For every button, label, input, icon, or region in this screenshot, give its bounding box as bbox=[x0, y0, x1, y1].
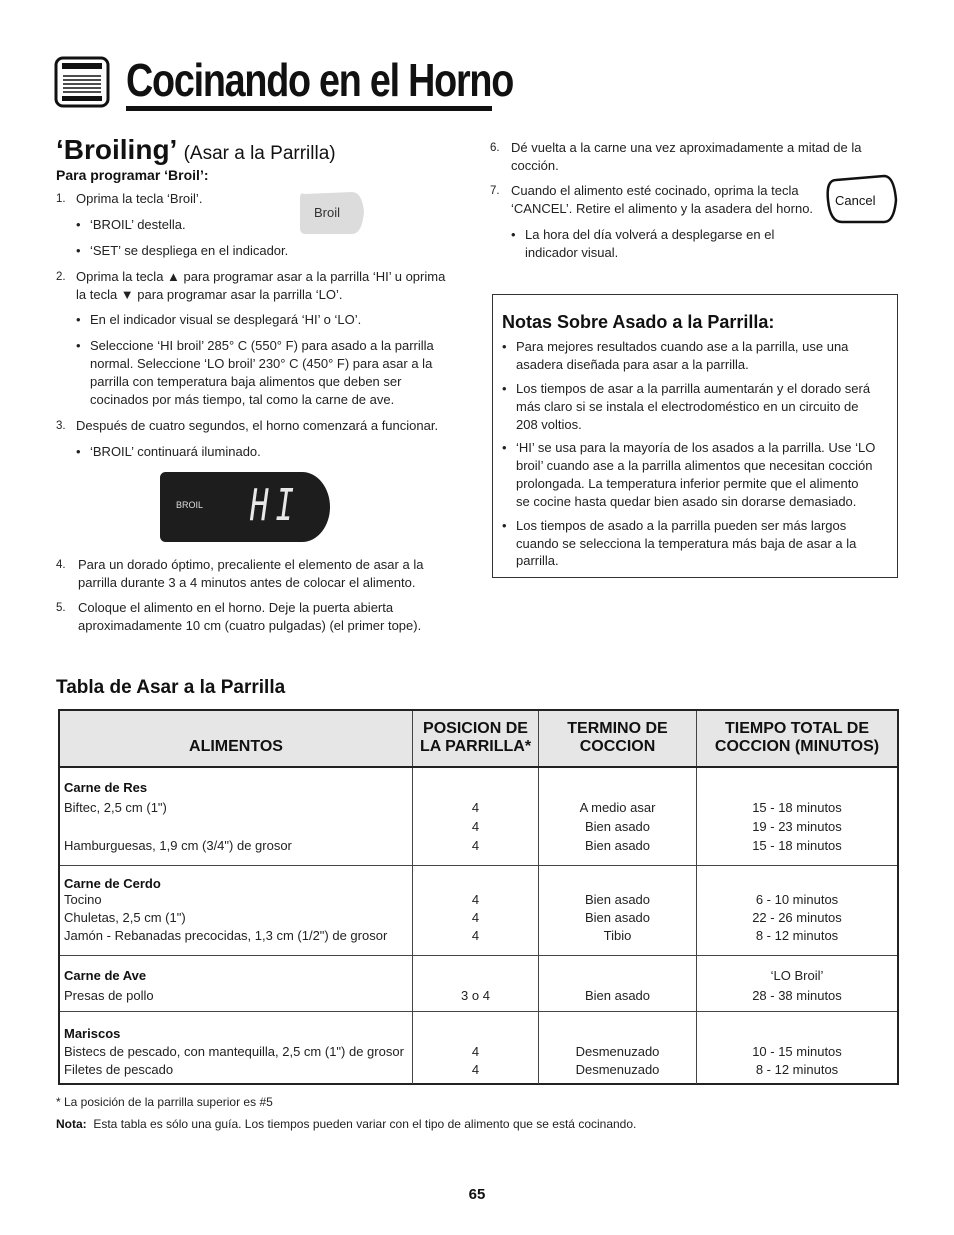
time-cell: 8 - 12 minutos bbox=[755, 928, 839, 943]
section-subtitle: (Asar a la Parrilla) bbox=[183, 143, 336, 164]
step-number: 7. bbox=[490, 185, 500, 197]
rack-cell: 4 bbox=[471, 819, 480, 834]
bullet-dot: • bbox=[76, 243, 81, 258]
notes-item: parrilla. bbox=[516, 553, 559, 568]
doneness-cell: Desmenuzado bbox=[575, 1044, 660, 1059]
broil-key-label: Broil bbox=[314, 205, 341, 220]
rack-cell: 4 bbox=[471, 928, 480, 943]
time-note-cell: ‘LO Broil’ bbox=[770, 968, 824, 983]
step-text: Después de cuatro segundos, el horno comenzará a funcionar. bbox=[76, 418, 439, 433]
bullet-dot: • bbox=[502, 440, 507, 455]
step-text: la tecla ▼ para programar asar la parrilla ‘LO’. bbox=[76, 287, 343, 302]
step-number: 3. bbox=[56, 420, 66, 432]
step-bullet: ‘SET’ se despliega en el indicador. bbox=[90, 243, 289, 258]
step-bullet: indicador visual. bbox=[525, 245, 619, 260]
broil-key-button[interactable] bbox=[296, 188, 366, 238]
time-cell: 10 - 15 minutos bbox=[752, 1044, 842, 1059]
header-divider bbox=[60, 766, 897, 768]
page-title: Cocinando en el Horno bbox=[126, 54, 514, 106]
row-divider bbox=[60, 955, 897, 956]
doneness-cell: Desmenuzado bbox=[575, 1062, 660, 1077]
step-text: ‘CANCEL’. Retire el alimento y la asadera del horno. bbox=[511, 201, 814, 216]
group-name: Carne de Ave bbox=[64, 968, 147, 983]
display-label: BROIL bbox=[176, 500, 204, 510]
step-text: parrilla durante 3 a 4 minutos antes de colocar el alimento. bbox=[78, 575, 416, 590]
step-number: 6. bbox=[490, 142, 500, 154]
table-note bbox=[56, 1117, 636, 1131]
step-bullet: cocinados por más tiempo, tal como la carne de ave. bbox=[90, 392, 395, 407]
step-bullet: ‘BROIL’ continuará iluminado. bbox=[90, 444, 261, 459]
food-cell: Biftec, 2,5 cm (1") bbox=[64, 800, 167, 815]
bullet-dot: • bbox=[76, 444, 81, 459]
step-text: Oprima la tecla ▲ para programar asar a la parrilla ‘HI’ u oprima bbox=[76, 269, 446, 284]
step-bullet: normal. Seleccione ‘LO broil’ 230° C (450° F) para asar a la bbox=[90, 356, 433, 371]
doneness-cell: Bien asado bbox=[584, 910, 651, 925]
food-cell: Jamón - Rebanadas precocidas, 1,3 cm (1/2") de grosor bbox=[64, 928, 388, 943]
rack-cell: 4 bbox=[471, 892, 480, 907]
rack-cell: 4 bbox=[471, 800, 480, 815]
section-title-main: ‘Broiling’ bbox=[56, 134, 176, 165]
row-divider bbox=[60, 1011, 897, 1012]
page-number: 65 bbox=[468, 1186, 486, 1203]
notes-item: 208 voltios. bbox=[516, 417, 582, 432]
table-title: Tabla de Asar a la Parrilla bbox=[56, 677, 286, 698]
notes-title: Notas Sobre Asado a la Parrilla: bbox=[502, 312, 775, 332]
bullet-dot: • bbox=[511, 227, 516, 242]
step-text: aproximadamente 10 cm (cuatro pulgadas) (el primer tope). bbox=[78, 618, 422, 633]
bullet-dot: • bbox=[502, 518, 507, 533]
step-text: cocción. bbox=[511, 158, 559, 173]
cancel-key-button[interactable] bbox=[824, 174, 898, 226]
food-cell: Chuletas, 2,5 cm (1") bbox=[64, 910, 186, 925]
step-number: 1. bbox=[56, 193, 66, 205]
time-cell: 15 - 18 minutos bbox=[752, 838, 842, 853]
col-header-time-line: TIEMPO TOTAL DE bbox=[724, 720, 869, 737]
doneness-cell: Bien asado bbox=[584, 838, 651, 853]
col-header-food: ALIMENTOS bbox=[189, 738, 283, 755]
col-header-doneness-line: COCCION bbox=[579, 738, 656, 755]
title-underline bbox=[126, 106, 492, 111]
bullet-dot: • bbox=[502, 339, 507, 354]
oven-display bbox=[160, 472, 330, 542]
doneness-cell: A medio asar bbox=[579, 800, 656, 815]
step-bullet: La hora del día volverá a desplegarse en el bbox=[525, 227, 775, 242]
note-text: Esta tabla es sólo una guía. Los tiempos pueden variar con el tipo de alimento que se está cocinando. bbox=[93, 1117, 637, 1131]
step-text: Coloque el alimento en el horno. Deje la puerta abierta bbox=[78, 600, 394, 615]
program-title: Para programar ‘Broil’: bbox=[56, 167, 209, 183]
step-bullet: En el indicador visual se desplegará ‘HI’ o ‘LO’. bbox=[90, 312, 362, 327]
rack-cell: 4 bbox=[471, 1044, 480, 1059]
cancel-key-label: Cancel bbox=[835, 193, 876, 208]
doneness-cell: Bien asado bbox=[584, 892, 651, 907]
oven-icon bbox=[54, 56, 110, 108]
display-readout: HI bbox=[250, 480, 302, 531]
bullet-dot: • bbox=[502, 381, 507, 396]
time-cell: 6 - 10 minutos bbox=[755, 892, 839, 907]
notes-item: más claro si se instala el electrodoméstico en un circuito de bbox=[516, 399, 859, 414]
step-text: Cuando el alimento esté cocinado, oprima la tecla bbox=[511, 183, 799, 198]
step-number: 4. bbox=[56, 559, 66, 571]
bullet-dot: • bbox=[76, 312, 81, 327]
time-cell: 15 - 18 minutos bbox=[752, 800, 842, 815]
doneness-cell: Bien asado bbox=[584, 988, 651, 1003]
rack-cell: 4 bbox=[471, 910, 480, 925]
group-name: Carne de Res bbox=[64, 780, 148, 795]
time-cell: 22 - 26 minutos bbox=[752, 910, 842, 925]
col-header-doneness-line: TERMINO DE bbox=[567, 720, 668, 737]
step-text: Para un dorado óptimo, precaliente el elemento de asar a la bbox=[78, 557, 424, 572]
step-number: 2. bbox=[56, 271, 66, 283]
step-bullet: ‘BROIL’ destella. bbox=[90, 217, 186, 232]
col-header-rack-line: LA PARRILLA* bbox=[419, 738, 532, 755]
col-header-doneness bbox=[539, 720, 696, 756]
time-cell: 19 - 23 minutos bbox=[752, 819, 842, 834]
rack-cell: 3 o 4 bbox=[461, 988, 490, 1003]
row-divider bbox=[60, 865, 897, 866]
food-cell: Bistecs de pescado, con mantequilla, 2,5 cm (1") de grosor bbox=[64, 1044, 404, 1059]
col-header-time-line: COCCION (MINUTOS) bbox=[714, 738, 880, 755]
col-header-rack bbox=[413, 720, 538, 756]
bullet-dot: • bbox=[76, 217, 81, 232]
notes-item: asadera diseñada para asar a la parrilla. bbox=[516, 357, 749, 372]
step-text: Oprima la tecla ‘Broil’. bbox=[76, 191, 203, 206]
step-number: 5. bbox=[56, 602, 66, 614]
notes-item: Para mejores resultados cuando ase a la parrilla, use una bbox=[516, 339, 849, 354]
notes-item: Los tiempos de asado a la parrilla pueden ser más largos bbox=[516, 518, 847, 533]
step-text: Dé vuelta a la carne una vez aproximadamente a mitad de la bbox=[511, 140, 862, 155]
food-cell: Hamburguesas, 1,9 cm (3/4") de grosor bbox=[64, 838, 292, 853]
step-bullet: Seleccione ‘HI broil’ 285° C (550° F) para asado a la parrilla bbox=[90, 338, 434, 353]
notes-item: prolongada. La temperatura inferior permite que el alimento bbox=[516, 476, 859, 491]
notes-item: ‘HI’ se usa para la mayoría de los asados a la parrilla. Use ‘LO bbox=[516, 440, 876, 455]
step-bullet: parrilla con temperatura baja alimentos que deben ser bbox=[90, 374, 402, 389]
doneness-cell: Tibio bbox=[603, 928, 632, 943]
food-cell: Presas de pollo bbox=[64, 988, 154, 1003]
food-cell: Tocino bbox=[64, 892, 102, 907]
bullet-dot: • bbox=[76, 338, 81, 353]
note-label: Nota: bbox=[56, 1117, 87, 1131]
time-cell: 8 - 12 minutos bbox=[755, 1062, 839, 1077]
food-cell: Filetes de pescado bbox=[64, 1062, 174, 1077]
col-header-rack-line: POSICION DE bbox=[423, 720, 528, 737]
group-name: Mariscos bbox=[64, 1026, 121, 1041]
rack-cell: 4 bbox=[471, 838, 480, 853]
table-footnote: * La posición de la parrilla superior es #5 bbox=[56, 1095, 273, 1109]
notes-item: se cocine hasta quedar bien asado sin dorarse demasiado. bbox=[516, 494, 857, 509]
notes-item: cuando se selecciona la temperatura más baja de asar a la bbox=[516, 536, 857, 551]
time-cell: 28 - 38 minutos bbox=[752, 988, 842, 1003]
rack-cell: 4 bbox=[471, 1062, 480, 1077]
notes-item: Los tiempos de asar a la parrilla aumentarán y el dorado será bbox=[516, 381, 871, 396]
section-title bbox=[56, 134, 336, 166]
doneness-cell: Bien asado bbox=[584, 819, 651, 834]
group-name: Carne de Cerdo bbox=[64, 876, 161, 891]
col-header-time bbox=[697, 720, 897, 756]
notes-item: broil’ cuando ase a la parrilla alimentos que necesitan cocción bbox=[516, 458, 873, 473]
